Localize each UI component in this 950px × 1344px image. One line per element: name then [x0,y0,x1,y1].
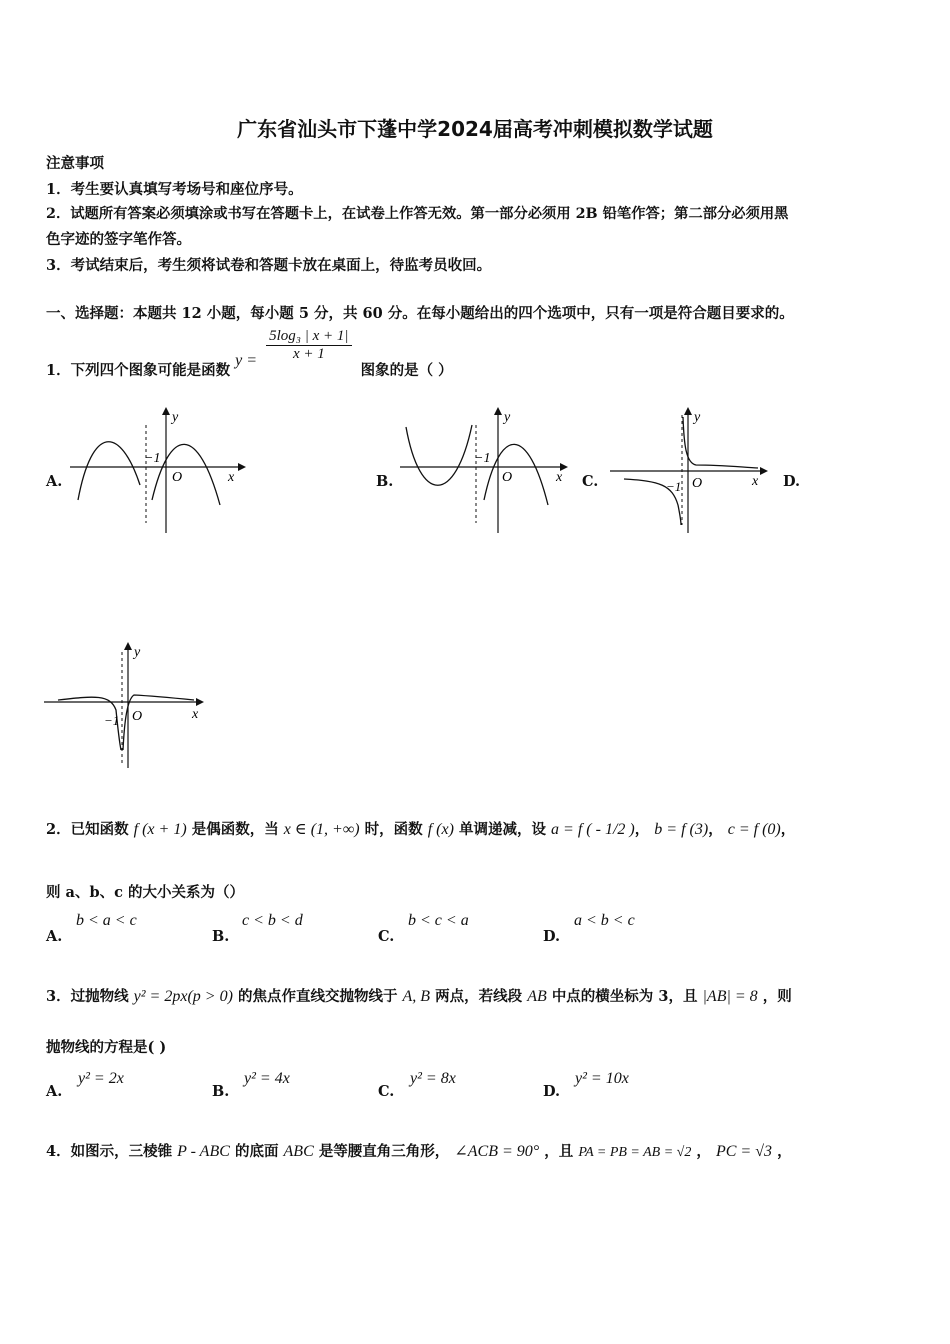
q3-points: A, B [402,988,431,1005]
q3-text: 的焦点作直线交抛物线于 [237,988,398,1005]
q2-c-def: c = f (0) [727,821,781,838]
q2-option-a-label[interactable]: A. [46,928,63,945]
q3-text: 中点的横坐标为 3，且 [551,988,698,1005]
q3-eq: y² = 2px(p > 0) [133,988,233,1005]
q2-cond: x ∈ (1, +∞) [283,821,360,838]
origin-label: O [132,709,143,724]
q2-b-def: b = f (3) [654,821,709,838]
q3-text: 两点，若线段 [435,988,523,1005]
q2-sep: ， [634,821,650,838]
notice-item: 2．试题所有答案必须填涂或书写在答题卡上，在试卷上作答无效。第一部分必须用 2B 铅笔作答；第二部分必须用黑 [46,206,789,222]
q4-eqs: PA = PB = AB = √2 [578,1145,692,1160]
notice-heading: 注意事项 [46,155,104,172]
q1-formula-lhs: y = [235,351,258,369]
q1-suffix: 图象的是（ ） [360,361,453,379]
q2-option-c-expr[interactable]: b < c < a [408,912,469,929]
q2-option-b-label[interactable]: B. [212,928,230,945]
q3-option-b-expr[interactable]: y² = 4x [244,1070,290,1087]
axis-x-label: x [192,707,199,722]
axis-y-label: y [172,410,179,425]
q3-segment: AB [527,988,547,1005]
q4-text: 是等腰直角三角形， [318,1143,450,1160]
notice-item: 色字迹的签字笔作答。 [46,231,191,248]
q2-fx: f (x) [427,821,454,838]
q2-text: 是偶函数，当 [191,821,279,838]
axis-y-label: y [504,410,511,425]
axis-x-label: x [228,470,235,485]
q3-option-a-label[interactable]: A. [46,1083,63,1100]
section-header: 一、选择题：本题共 12 小题，每小题 5 分，共 60 分。在每小题给出的四个选项中，只有一项是符合题目要求的。 [46,305,794,322]
question-4-line1 [46,1140,792,1161]
page-title: 广东省汕头市下蓬中学2024届高考冲刺模拟数学试题 [237,117,713,141]
q4-angle: ∠ACB = 90° [454,1143,540,1160]
origin-label: O [692,476,703,491]
q2-text: 时，函数 [364,821,423,838]
question-3-line1 [46,985,792,1006]
q3-text: ，则 [762,988,792,1005]
q1-option-d-label[interactable]: D. [783,473,801,490]
q2-option-a-expr[interactable]: b < a < c [76,912,137,929]
q3-text: 3．过抛物线 [46,988,129,1005]
q2-sep: ， [708,821,723,838]
q3-option-c-label[interactable]: C. [378,1083,395,1100]
q1-graph-b[interactable] [400,405,575,535]
q1-option-c-label[interactable]: C. [582,473,599,490]
q3-option-a-expr[interactable]: y² = 2x [78,1070,124,1087]
axis-y-label: y [134,645,141,660]
axis-y-label: y [694,410,701,425]
notice-item: 3．考试结束后，考生须将试卷和答题卡放在桌面上，待监考员收回。 [46,257,492,274]
q1-option-a-label[interactable]: A. [46,473,63,490]
q4-text: 4．如图示，三棱锥 [46,1143,173,1160]
q1-prefix: 1．下列四个图象可能是函数 [46,361,231,379]
q1-formula-den: x + 1 [292,346,325,362]
q3-length: |AB| = 8 [702,988,758,1005]
q1-graph-d[interactable] [44,640,214,770]
q2-option-d-label[interactable]: D. [543,928,561,945]
q4-text: 的底面 [234,1143,279,1160]
neg-one-label: −1 [666,479,682,494]
question-2-line1 [46,818,795,839]
axis-x-label: x [556,470,563,485]
q1-option-b-label[interactable]: B. [376,473,394,490]
q2-option-b-expr[interactable]: c < b < d [242,912,303,929]
q4-text: ， [777,1143,792,1160]
q4-pyramid: P - ABC [177,1143,230,1160]
q2-option-c-label[interactable]: C. [378,928,395,945]
q4-base: ABC [283,1143,314,1160]
axis-x-label: x [752,474,759,489]
q3-option-c-expr[interactable]: y² = 8x [410,1070,456,1087]
q4-pc: PC = √3 [715,1143,773,1160]
question-3-line2: 抛物线的方程是( ) [46,1039,167,1056]
q1-graph-c[interactable] [610,405,775,535]
q1-formula-num: 5log₃ | x + 1| [266,328,351,346]
q4-text: ，且 [544,1143,574,1160]
neg-one-label: −1 [474,451,491,466]
q1-formula-fraction [266,328,351,363]
neg-one-label: −1 [104,713,120,728]
origin-label: O [502,470,513,485]
q3-option-d-expr[interactable]: y² = 10x [575,1070,629,1087]
q2-a-def: a = f ( - 1/2 ) [551,821,635,838]
q4-text: ， [696,1143,711,1160]
q2-option-d-expr[interactable]: a < b < c [574,912,635,929]
q2-f-expr: f (x + 1) [133,821,187,838]
q1-graph-a[interactable] [70,405,250,535]
q2-sep: ， [780,821,796,838]
origin-label: O [172,470,183,485]
notice-item: 1．考生要认真填写考场号和座位序号。 [46,181,303,198]
question-2-line2: 则 a、b、c 的大小关系为（） [46,884,244,901]
q3-option-b-label[interactable]: B. [212,1083,230,1100]
neg-one-label: −1 [144,451,161,466]
q2-text: 单调递减，设 [458,821,546,838]
question-1 [46,328,453,379]
q2-text: 2．已知函数 [46,821,129,838]
q3-option-d-label[interactable]: D. [543,1083,561,1100]
